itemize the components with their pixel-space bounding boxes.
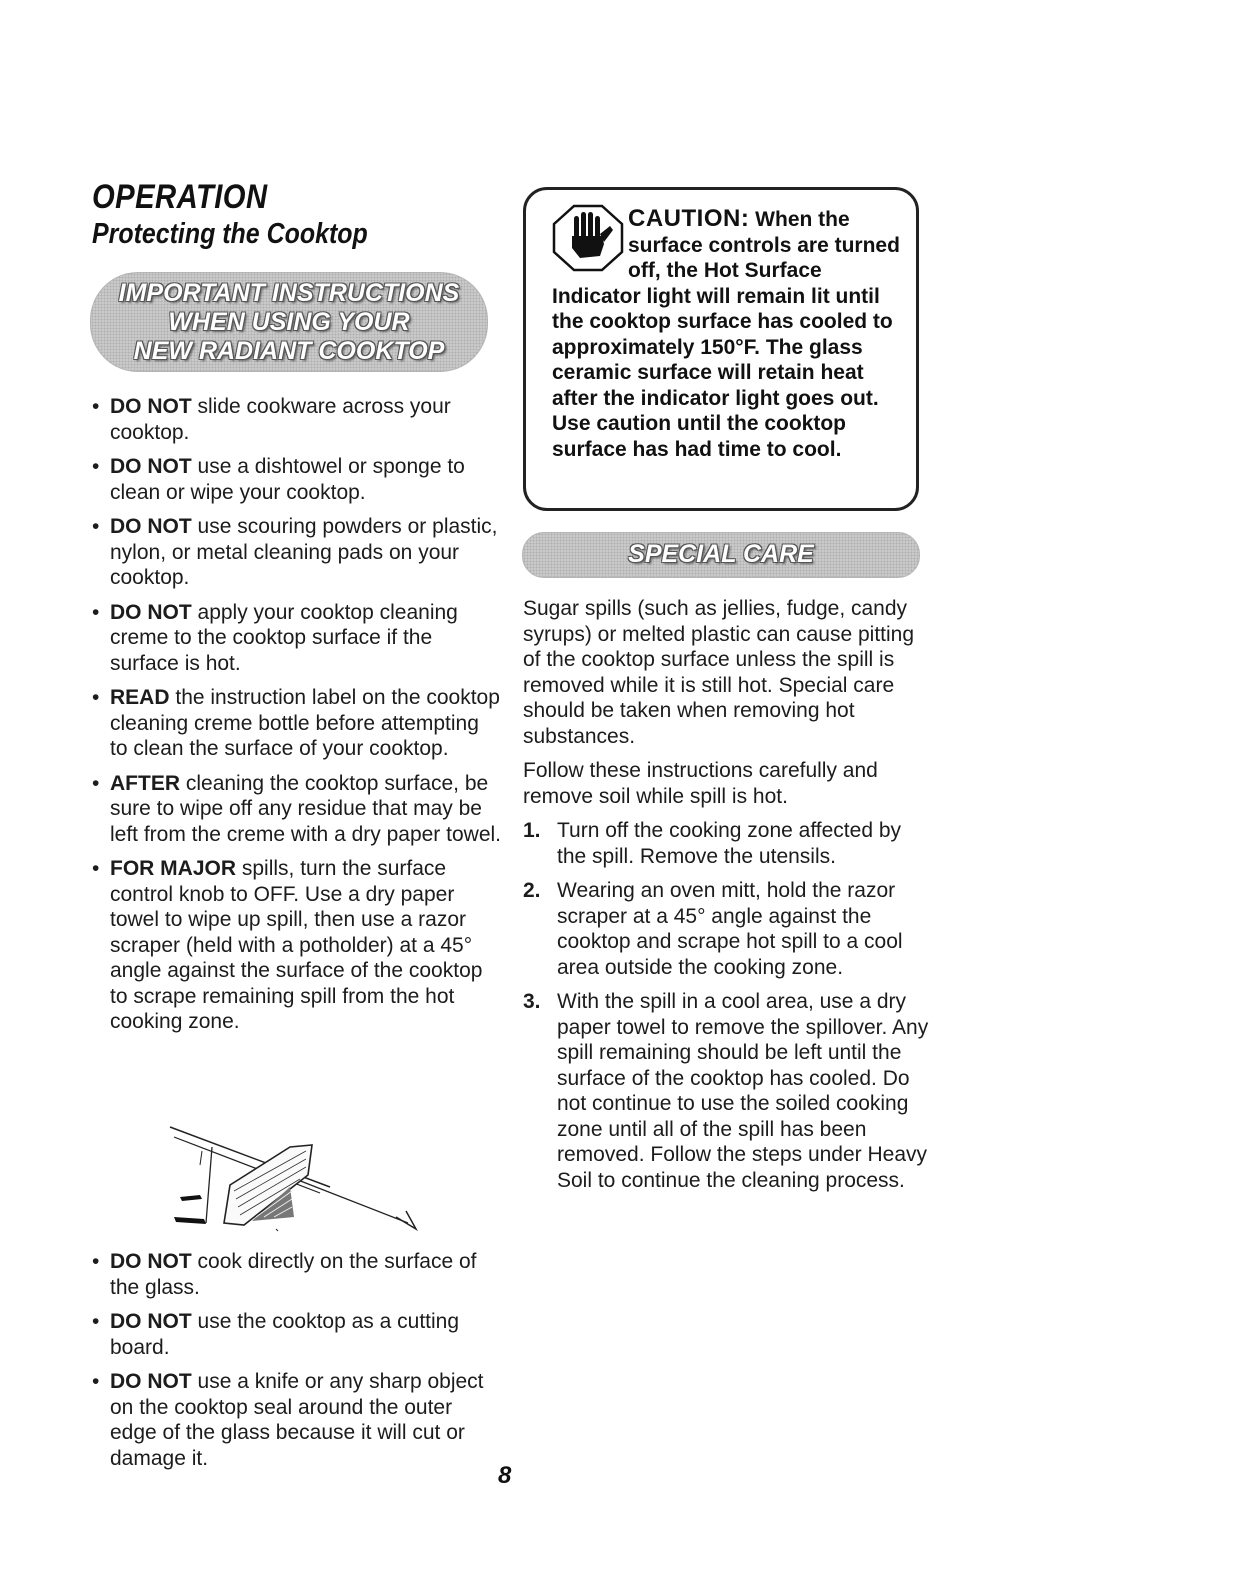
important-instructions-banner: [90, 272, 488, 372]
page-title: Protecting the Cooktop: [92, 218, 368, 250]
banner-line: NEW RADIANT COOKTOP: [133, 336, 445, 365]
page-number: 8: [498, 1462, 512, 1489]
special-care-steps: [523, 818, 933, 1193]
list-item: • READ the instruction label on the cooktop cleaning creme bottle before attempting to clean the surface of your cooktop.: [92, 685, 502, 762]
list-item: • DO NOT use the cooktop as a cutting board.: [92, 1309, 502, 1360]
list-item: • FOR MAJOR spills, turn the surface control knob to OFF. Use a dry paper towel to wipe up spill, then use a razor scraper (held with a potholder) at a 45° angle against the surface of the cooktop to scrape remaining spill from the hot cooking zone.: [92, 856, 502, 1035]
special-care-column: [523, 596, 933, 1202]
list-item: • DO NOT use a knife or any sharp object on the cooktop seal around the outer edge of the glass because it will cut or damage it.: [92, 1369, 502, 1471]
list-item: • AFTER cleaning the cooktop surface, be sure to wipe off any residue that may be left from the creme with a dry paper towel.: [92, 771, 502, 848]
step-item: 3. With the spill in a cool area, use a dry paper towel to remove the spillover. Any spill remaining should be left until the surface of the cooktop has cooled. Do not continue to use the soiled cooking zone until all of the spill has been removed. Follow the steps under Heavy Soil to continue the cleaning process.: [523, 990, 929, 1192]
banner-line: WHEN USING YOUR: [168, 307, 410, 336]
banner-line: IMPORTANT INSTRUCTIONS: [118, 278, 460, 307]
list-item: • DO NOT use a dishtowel or sponge to clean or wipe your cooktop.: [92, 454, 502, 505]
instruction-list: [92, 394, 502, 1035]
list-item: • DO NOT use scouring powders or plastic, nylon, or metal cleaning pads on your cooktop.: [92, 514, 502, 591]
step-item: 2. Wearing an oven mitt, hold the razor scraper at a 45° angle against the cooktop and scrape hot spill to a cool area outside the cooking zone.: [523, 879, 903, 979]
caution-box: [523, 187, 919, 511]
caution-label: CAUTION:: [628, 205, 750, 232]
list-item: • DO NOT slide cookware across your cooktop.: [92, 394, 502, 445]
razor-scraper-illustration: [160, 1125, 430, 1237]
special-care-banner: SPECIAL CARE: [522, 532, 920, 578]
special-care-intro: Sugar spills (such as jellies, fudge, candy syrups) or melted plastic can cause pitting of the cooktop surface unless the spill is removed while it is still hot. Special care should be taken when removing hot substances.: [523, 597, 915, 748]
caution-message: When the surface controls are turned off, the Hot Surface Indicator light will remain lit until the cooktop surface has cooled to approximately 150°F. The glass ceramic surface will retain heat after the indicator light goes out. Use caution until the cooktop surface has had time to cool.: [552, 208, 900, 461]
instructions-column: [92, 394, 502, 1044]
section-title: OPERATION: [92, 178, 268, 216]
instruction-list-continued: [92, 1249, 502, 1480]
list-item: • DO NOT cook directly on the surface of the glass.: [92, 1249, 502, 1300]
step-item: 1. Turn off the cooking zone affected by the spill. Remove the utensils.: [523, 819, 902, 868]
special-care-follow: Follow these instructions carefully and remove soil while spill is hot.: [523, 759, 878, 808]
list-item: • DO NOT apply your cooktop cleaning creme to the cooktop surface if the surface is hot.: [92, 600, 502, 677]
